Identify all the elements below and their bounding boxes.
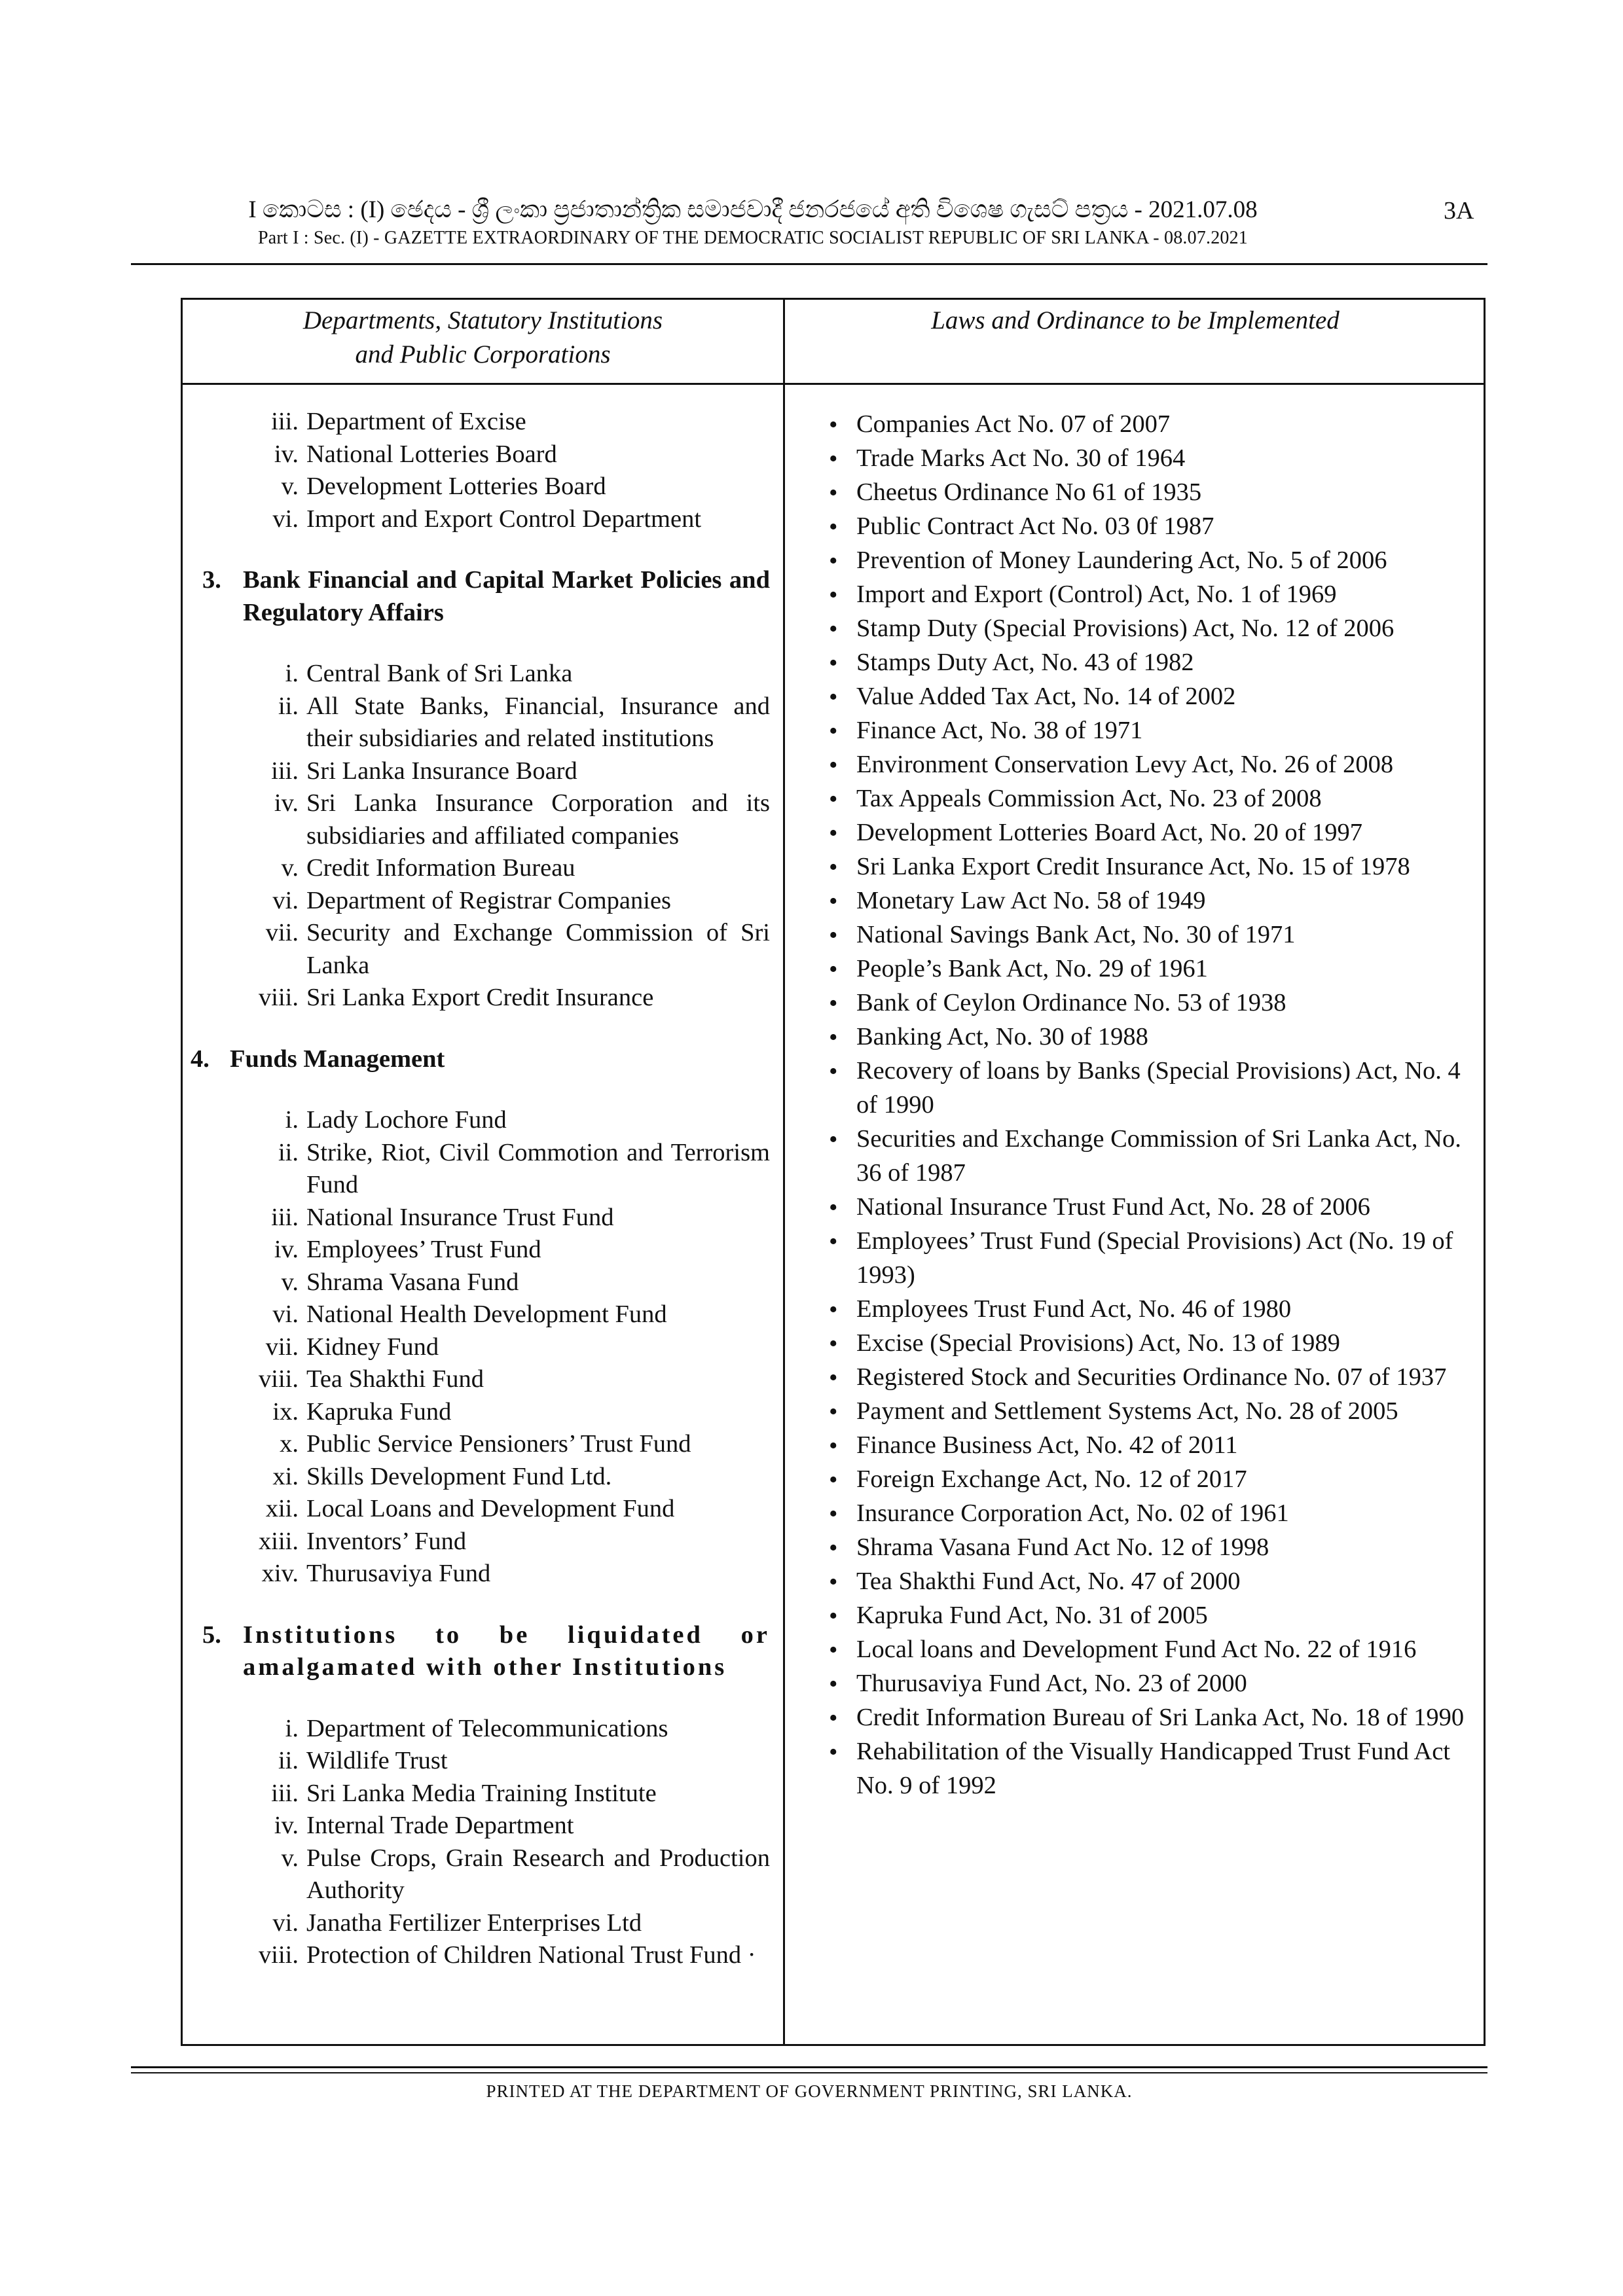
list-item: [181, 1745, 770, 1778]
law-text: • Employees’ Trust Fund (Special Provisions) Act (No. 19 of 1993): [856, 1227, 1453, 1289]
item-numeral: xiv.: [261, 1560, 299, 1587]
law-item: [812, 1496, 1467, 1530]
item-text: Department of Registrar Companies: [306, 886, 672, 914]
law-text: • Recovery of loans by Banks (Special Provisions) Act, No. 4 of 1990: [856, 1057, 1461, 1119]
list-item: [181, 1558, 770, 1590]
item-numeral: viii.: [259, 1941, 299, 1969]
law-text: • Bank of Ceylon Ordinance No. 53 of 1938: [856, 989, 1286, 1016]
section-title: Bank Financial and Capital Market Policies and Regulatory Affairs: [243, 566, 770, 626]
law-text: • Registered Stock and Securities Ordinance No. 07 of 1937: [856, 1363, 1447, 1391]
item-numeral: iii.: [271, 757, 299, 785]
footer-rule-thick: [131, 2066, 1487, 2068]
law-text: • Cheetus Ordinance No 61 of 1935: [856, 478, 1202, 506]
law-text: • Stamp Duty (Special Provisions) Act, No. 12 of 2006: [856, 615, 1395, 642]
law-item: [812, 475, 1467, 509]
item-text: Skills Development Fund Ltd.: [306, 1462, 612, 1490]
item-numeral: vi.: [272, 1909, 299, 1937]
item-numeral: viii.: [259, 1365, 299, 1393]
law-item: [812, 577, 1467, 611]
header-english-line: Part I : Sec. (I) - GAZETTE EXTRAORDINARY OF THE DEMOCRATIC SOCIALIST REPUBLIC OF SRI LANKA - 08.07.2021: [257, 228, 1249, 248]
item-numeral: xi.: [272, 1462, 299, 1490]
item-numeral: ix.: [272, 1397, 299, 1426]
law-text: • Rehabilitation of the Visually Handicapped Trust Fund Act No. 9 of 1992: [856, 1738, 1451, 1799]
law-text: • Insurance Corporation Act, No. 02 of 1961: [856, 1499, 1289, 1527]
item-numeral: v.: [281, 854, 299, 882]
list-item: [181, 1104, 770, 1137]
item-text: Kidney Fund: [306, 1333, 439, 1361]
law-text: • Credit Information Bureau of Sri Lanka Act, No. 18 of 1990: [856, 1704, 1465, 1731]
law-item: [812, 1326, 1467, 1360]
law-text: • People’s Bank Act, No. 29 of 1961: [856, 955, 1208, 982]
list-item: [181, 852, 770, 885]
item-numeral: vi.: [272, 505, 299, 533]
law-item: [812, 918, 1467, 952]
item-numeral: iii.: [271, 1779, 299, 1807]
item-text: Pulse Crops, Grain Research and Production Authority: [306, 1844, 770, 1904]
item-text: Kapruka Fund: [306, 1397, 452, 1426]
item-text: Protection of Children National Trust Fund ·: [306, 1941, 756, 1969]
law-text: • Tea Shakthi Fund Act, No. 47 of 2000: [856, 1568, 1241, 1595]
list-item: [181, 755, 770, 788]
item-numeral: i.: [285, 1106, 299, 1134]
section-number: 3.: [202, 566, 221, 594]
item-text: National Insurance Trust Fund: [306, 1203, 614, 1231]
list-group-2-continued: [181, 406, 770, 535]
item-text: National Lotteries Board: [306, 440, 557, 468]
list-item: [181, 1939, 770, 1972]
item-text: Employees’ Trust Fund: [306, 1236, 541, 1263]
list-item: [181, 439, 770, 471]
list-item: [181, 787, 770, 852]
list-item: [181, 1526, 770, 1558]
item-numeral: xii.: [265, 1495, 299, 1522]
law-item: [812, 850, 1467, 884]
item-text: Central Bank of Sri Lanka: [306, 660, 573, 687]
list-item: [181, 982, 770, 1014]
item-text: Shrama Vasana Fund: [306, 1268, 519, 1296]
law-item: [812, 441, 1467, 475]
departments-column: [181, 406, 770, 1972]
item-text: Internal Trade Department: [306, 1812, 574, 1839]
item-text: Department of Excise: [306, 408, 526, 435]
law-item: [812, 1734, 1467, 1803]
law-item: [812, 1394, 1467, 1428]
section-title: Funds Management: [230, 1045, 445, 1073]
law-text: • Kapruka Fund Act, No. 31 of 2005: [856, 1602, 1208, 1629]
list-item: [181, 1778, 770, 1810]
list-item: [181, 1396, 770, 1429]
law-text: • Banking Act, No. 30 of 1988: [856, 1023, 1148, 1050]
item-numeral: iv.: [274, 1236, 299, 1263]
law-text: • Finance Act, No. 38 of 1971: [856, 717, 1143, 744]
item-text: Sri Lanka Media Training Institute: [306, 1779, 657, 1807]
item-text: Lady Lochore Fund: [306, 1106, 507, 1134]
law-text: • Finance Business Act, No. 42 of 2011: [856, 1431, 1238, 1459]
item-text: Sri Lanka Insurance Board: [306, 757, 577, 785]
law-text: • Local loans and Development Fund Act No. 22 of 1916: [856, 1636, 1417, 1663]
list-item: [181, 658, 770, 691]
law-item: [812, 1632, 1467, 1666]
item-text: Credit Information Bureau: [306, 854, 575, 882]
item-text: National Health Development Fund: [306, 1300, 667, 1328]
list-group-3: [181, 658, 770, 1014]
item-text: Sri Lanka Export Credit Insurance: [306, 984, 654, 1011]
law-text: • National Savings Bank Act, No. 30 of 1971: [856, 921, 1296, 948]
item-numeral: ii.: [278, 1138, 299, 1166]
list-item: [181, 1137, 770, 1202]
law-text: • Excise (Special Provisions) Act, No. 13 of 1989: [856, 1329, 1340, 1357]
law-item: [812, 1564, 1467, 1598]
law-text: • Sri Lanka Export Credit Insurance Act, No. 15 of 1978: [856, 853, 1410, 880]
law-item: [812, 1428, 1467, 1462]
section-5-heading: [181, 1619, 770, 1684]
item-numeral: xiii.: [259, 1527, 299, 1555]
law-item: [812, 884, 1467, 918]
law-item: [812, 407, 1467, 441]
list-item: [181, 1331, 770, 1364]
law-item: [812, 1020, 1467, 1054]
law-item: [812, 1224, 1467, 1292]
item-text: Tea Shakthi Fund: [306, 1365, 484, 1393]
section-4-heading: [181, 1043, 770, 1076]
item-text: Thurusaviya Fund: [306, 1560, 491, 1587]
list-item: [181, 1461, 770, 1494]
law-item: [812, 509, 1467, 543]
law-text: • Trade Marks Act No. 30 of 1964: [856, 444, 1186, 472]
item-text: All State Banks, Financial, Insurance and their subsidiaries and related institutions: [306, 692, 770, 752]
item-numeral: x.: [280, 1430, 299, 1458]
law-text: • Shrama Vasana Fund Act No. 12 of 1998: [856, 1534, 1269, 1561]
law-item: [812, 1462, 1467, 1496]
list-item: [181, 917, 770, 982]
law-text: • Thurusaviya Fund Act, No. 23 of 2000: [856, 1670, 1247, 1697]
law-item: [812, 816, 1467, 850]
header-rule: [131, 263, 1487, 265]
item-text: Strike, Riot, Civil Commotion and Terrorism Fund: [306, 1138, 770, 1198]
law-text: • Companies Act No. 07 of 2007: [856, 410, 1171, 438]
laws-column: [812, 407, 1467, 1803]
section-3-heading: [181, 564, 770, 629]
item-numeral: ii.: [278, 1747, 299, 1774]
law-item: [812, 1598, 1467, 1632]
law-text: • Prevention of Money Laundering Act, No. 5 of 2006: [856, 547, 1387, 574]
law-item: [812, 1122, 1467, 1190]
law-item: [812, 611, 1467, 645]
law-item: [812, 1700, 1467, 1734]
item-numeral: iv.: [274, 1812, 299, 1839]
law-item: [812, 1054, 1467, 1122]
list-item: [181, 1713, 770, 1746]
list-item: [181, 503, 770, 536]
item-numeral: vii.: [265, 919, 299, 946]
section-number: 5.: [202, 1621, 221, 1649]
law-text: • Stamps Duty Act, No. 43 of 1982: [856, 649, 1194, 676]
item-numeral: vi.: [272, 1300, 299, 1328]
item-numeral: v.: [281, 1844, 299, 1872]
item-text: Development Lotteries Board: [306, 473, 606, 500]
footer-rule-thin: [131, 2072, 1487, 2073]
law-item: [812, 952, 1467, 986]
list-group-5: [181, 1713, 770, 1972]
item-text: Public Service Pensioners’ Trust Fund: [306, 1430, 691, 1458]
law-text: • National Insurance Trust Fund Act, No. 28 of 2006: [856, 1193, 1370, 1221]
law-text: • Employees Trust Fund Act, No. 46 of 1980: [856, 1295, 1292, 1323]
item-numeral: viii.: [259, 984, 299, 1011]
law-text: • Environment Conservation Levy Act, No. 26 of 2008: [856, 751, 1394, 778]
law-item: [812, 747, 1467, 781]
item-text: Wildlife Trust: [306, 1747, 448, 1774]
list-item: [181, 1363, 770, 1396]
law-text: • Public Contract Act No. 03 0f 1987: [856, 512, 1214, 540]
page-number: 3A: [1444, 197, 1474, 224]
law-item: [812, 543, 1467, 577]
list-item: [181, 1493, 770, 1526]
left-column-heading: [183, 300, 783, 372]
law-text: • Development Lotteries Board Act, No. 20 of 1997: [856, 819, 1363, 846]
law-text: • Securities and Exchange Commission of Sri Lanka Act, No. 36 of 1987: [856, 1125, 1461, 1187]
header-sinhala-line: I කොටස : (I) ඡෙදය - ශ්‍රී ලංකා ප්‍රජාතාන්ත්‍රික සමාජවාදී ජනරජයේ අති විශෙෂ ගැසට් පත්‍රය - 2021.07.08: [248, 196, 1258, 223]
item-text: Import and Export Control Department: [306, 505, 702, 533]
list-item: [181, 1810, 770, 1842]
item-numeral: iv.: [274, 440, 299, 468]
item-text: Department of Telecommunications: [306, 1714, 668, 1742]
item-numeral: iii.: [271, 1203, 299, 1231]
law-text: • Import and Export (Control) Act, No. 1 of 1969: [856, 581, 1337, 608]
item-numeral: vii.: [265, 1333, 299, 1361]
item-text: Janatha Fertilizer Enterprises Ltd: [306, 1909, 642, 1937]
left-heading-line-2: and Public Corporations: [355, 340, 611, 368]
column-divider: [783, 300, 785, 2044]
law-item: [812, 645, 1467, 679]
gazette-header: [131, 195, 1375, 251]
item-numeral: i.: [285, 1714, 299, 1742]
law-item: [812, 1360, 1467, 1394]
law-item: [812, 781, 1467, 816]
list-group-4: [181, 1104, 770, 1590]
law-text: • Monetary Law Act No. 58 of 1949: [856, 887, 1206, 914]
item-text: Inventors’ Fund: [306, 1527, 467, 1555]
law-text: • Foreign Exchange Act, No. 12 of 2017: [856, 1465, 1247, 1493]
list-item: [181, 1202, 770, 1234]
law-item: [812, 1292, 1467, 1326]
item-numeral: vi.: [272, 886, 299, 914]
item-text: Sri Lanka Insurance Corporation and its subsidiaries and affiliated companies: [306, 789, 770, 850]
item-numeral: v.: [281, 1268, 299, 1296]
law-item: [812, 1190, 1467, 1224]
list-item: [181, 406, 770, 439]
law-item: [812, 986, 1467, 1020]
law-item: [812, 679, 1467, 713]
law-item: [812, 1530, 1467, 1564]
item-numeral: iii.: [271, 408, 299, 435]
heading-divider: [183, 383, 1484, 385]
list-item: [181, 1907, 770, 1940]
section-title: Institutions to be liquidated or amalgamated with other Institutions: [243, 1621, 770, 1681]
list-item: [181, 1234, 770, 1266]
list-item: [181, 885, 770, 918]
section-number: 4.: [191, 1045, 210, 1073]
list-item: [181, 1266, 770, 1299]
law-item: [812, 713, 1467, 747]
list-item: [181, 1842, 770, 1907]
item-text: Security and Exchange Commission of Sri Lanka: [306, 919, 770, 979]
list-item: [181, 1428, 770, 1461]
item-numeral: iv.: [274, 789, 299, 817]
item-numeral: i.: [285, 660, 299, 687]
law-text: • Tax Appeals Commission Act, No. 23 of 2008: [856, 785, 1322, 812]
item-numeral: v.: [281, 473, 299, 500]
printer-footer: PRINTED AT THE DEPARTMENT OF GOVERNMENT PRINTING, SRI LANKA.: [486, 2081, 1133, 2101]
list-item: [181, 1299, 770, 1331]
item-text: Local Loans and Development Fund: [306, 1495, 675, 1522]
item-numeral: ii.: [278, 692, 299, 720]
law-text: • Payment and Settlement Systems Act, No. 28 of 2005: [856, 1397, 1398, 1425]
left-heading-line-1: Departments, Statutory Institutions: [302, 306, 663, 334]
right-column-heading: Laws and Ordinance to be Implemented: [931, 306, 1340, 334]
list-item: [181, 471, 770, 503]
list-item: [181, 691, 770, 755]
law-item: [812, 1666, 1467, 1700]
law-text: • Value Added Tax Act, No. 14 of 2002: [856, 683, 1236, 710]
